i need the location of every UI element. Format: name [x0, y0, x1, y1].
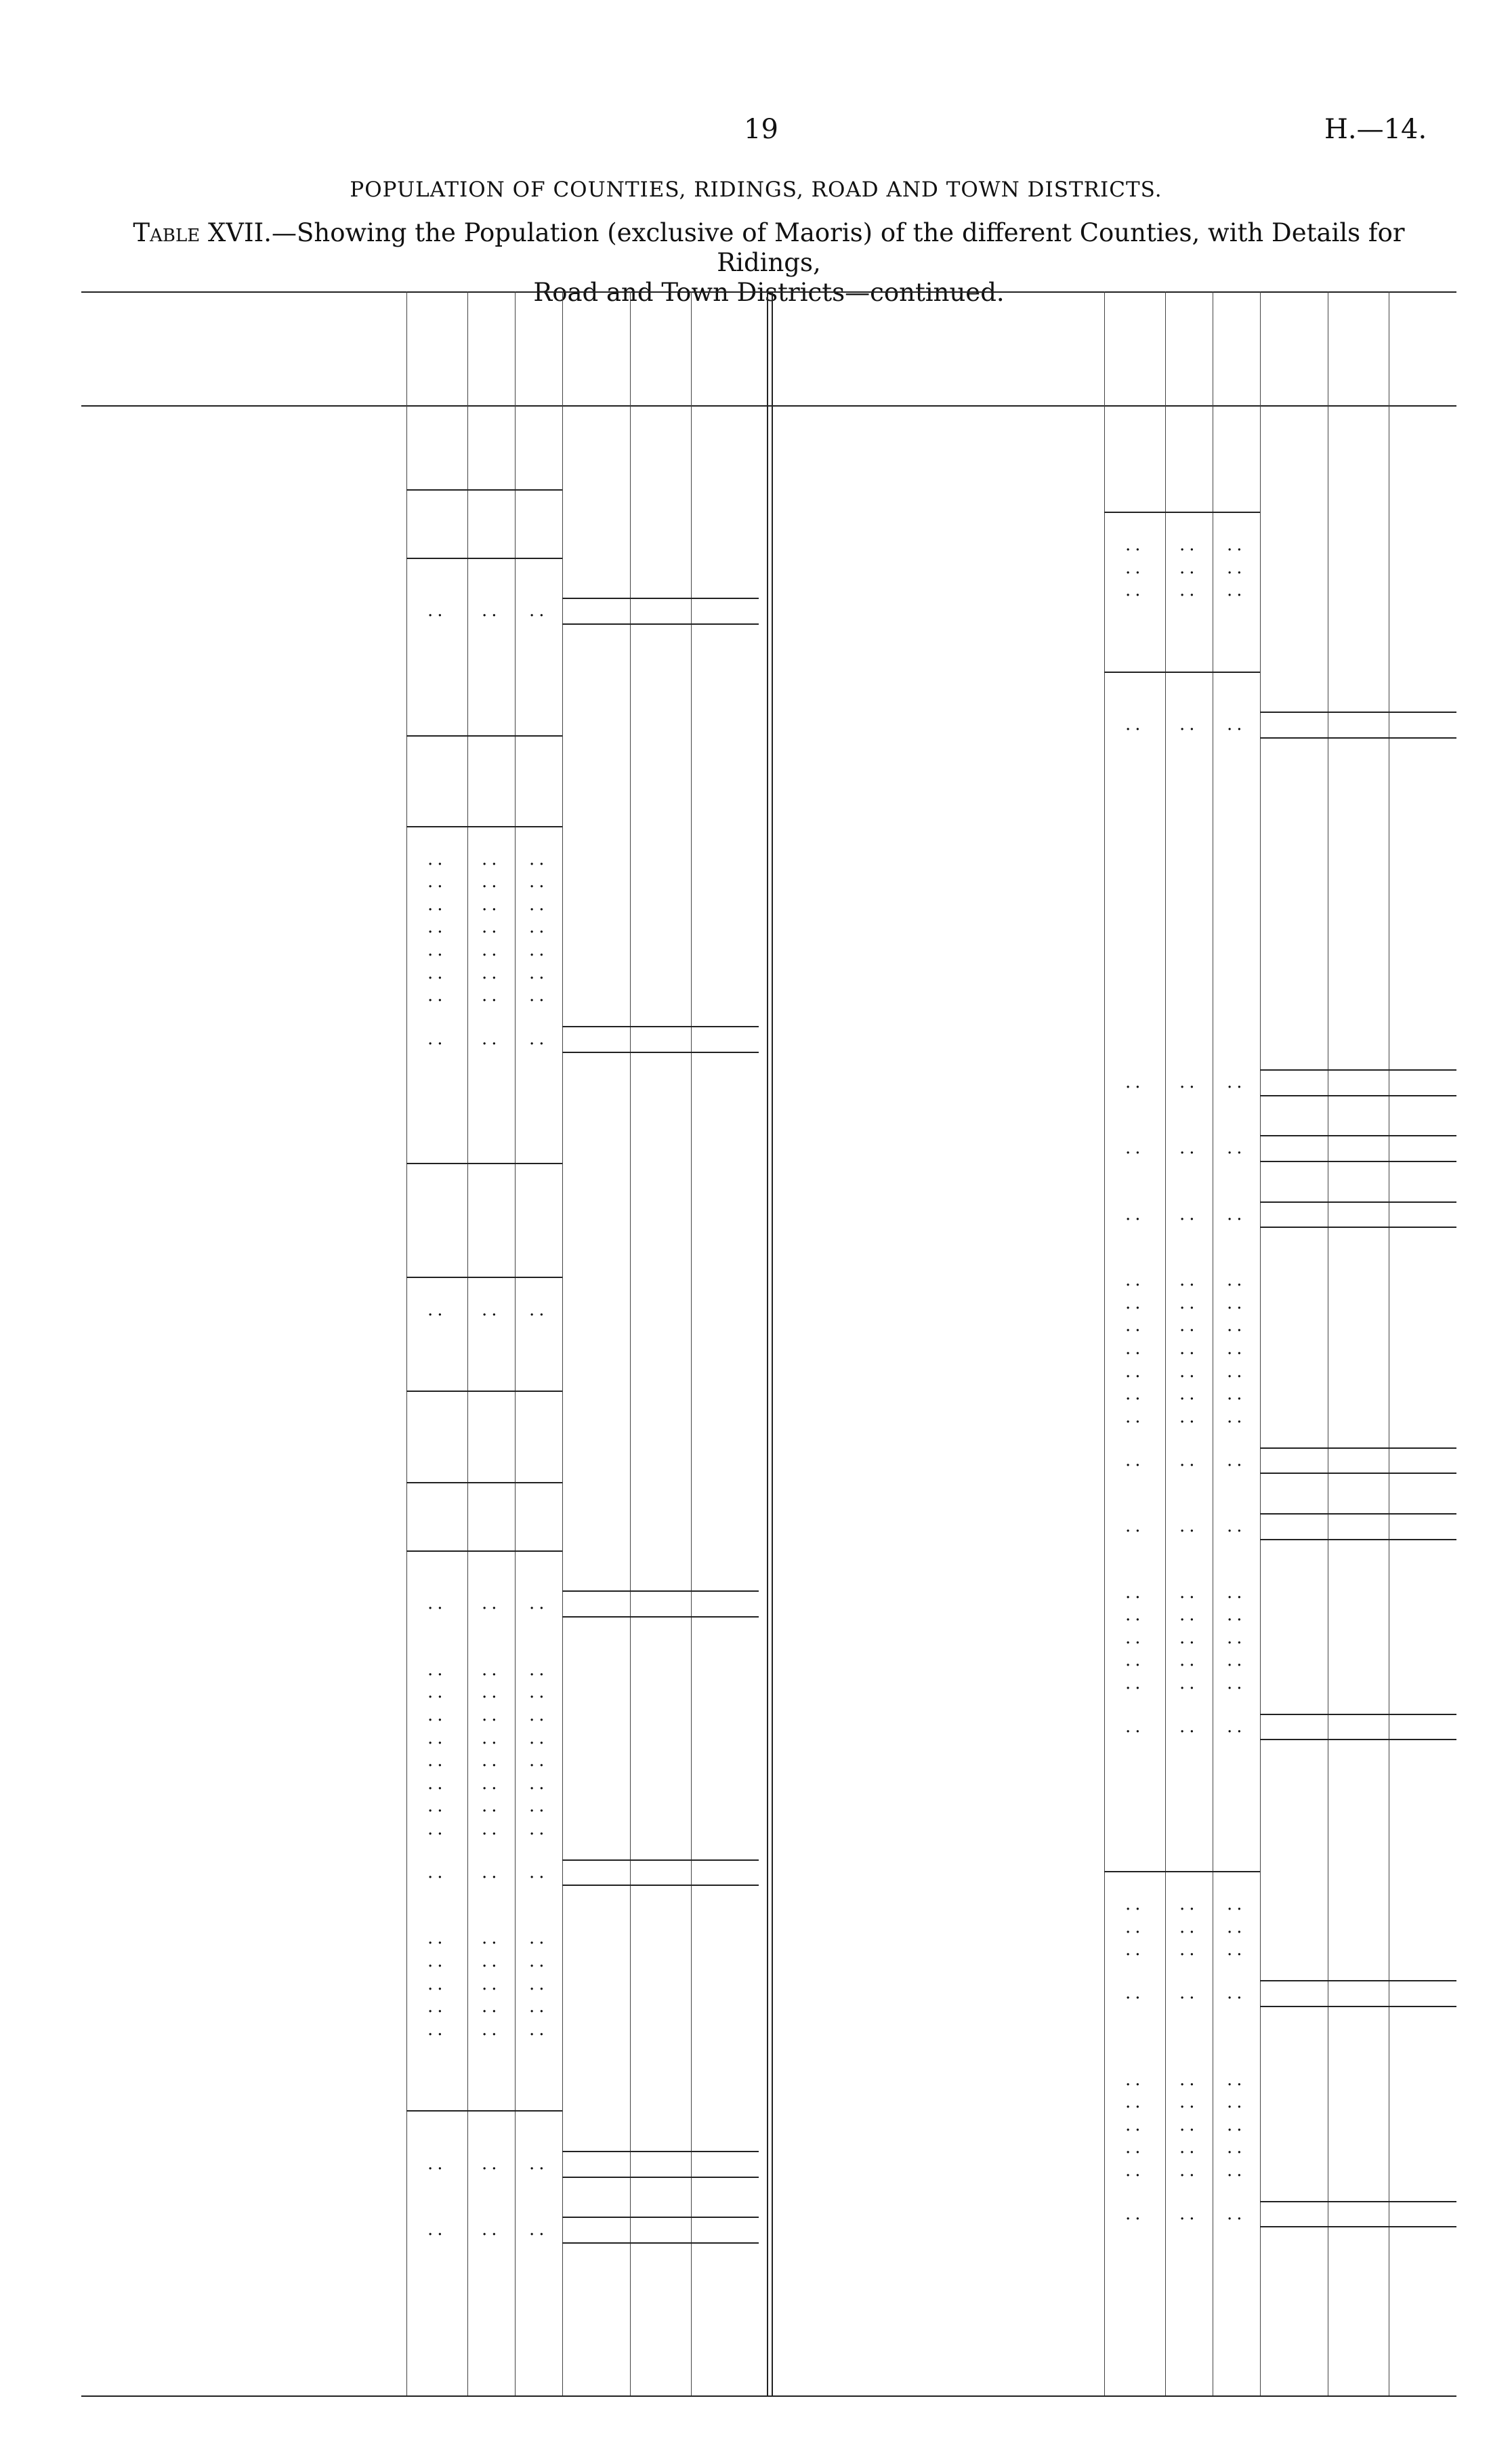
right-total-rule-bottom	[1260, 1739, 1456, 1740]
right-empty-cell-dots: ..	[1227, 1203, 1246, 1224]
left-empty-cell-dots: ..	[529, 962, 549, 983]
right-empty-cell-dots: ..	[1227, 1138, 1246, 1159]
left-total-rule-top	[562, 1859, 759, 1861]
right-total-rule-bottom	[1260, 1161, 1456, 1162]
right-total-rule-top	[1260, 2201, 1456, 2202]
right-empty-cell-dots: ..	[1179, 2069, 1199, 2090]
right-county-heading	[820, 419, 1131, 443]
right-empty-cell-dots: ..	[1125, 1406, 1145, 1427]
left-empty-cell-dots: ..	[427, 917, 447, 938]
right-total-rule-top	[1260, 1447, 1456, 1449]
left-empty-cell-dots: ..	[427, 985, 447, 1006]
right-empty-cell-dots: ..	[1227, 1270, 1246, 1291]
left-empty-cell-dots: ..	[482, 1299, 501, 1320]
left-total-rule-bottom	[562, 1052, 759, 1053]
left-empty-cell-dots: ..	[482, 2219, 501, 2240]
left-county-heading	[81, 1071, 393, 1094]
right-total-rule-bottom	[1260, 2226, 1456, 2227]
right-empty-cell-dots: ..	[1125, 2203, 1145, 2224]
left-subtotal-rule	[406, 1277, 562, 1278]
right-empty-cell-dots: ..	[1227, 1916, 1246, 1937]
right-empty-cell-dots: ..	[1179, 535, 1199, 555]
left-empty-cell-dots: ..	[482, 1705, 501, 1726]
left-total-rule-bottom	[562, 2242, 759, 2244]
right-empty-cell-dots: ..	[1179, 1361, 1199, 1382]
left-empty-cell-dots: ..	[482, 1593, 501, 1614]
left-total-rule-top	[562, 1590, 759, 1592]
left-empty-cell-dots: ..	[482, 1682, 501, 1703]
left-empty-cell-dots: ..	[529, 1705, 549, 1726]
left-column-rule	[691, 291, 692, 2395]
right-total-rule-top	[1260, 1201, 1456, 1203]
right-empty-cell-dots: ..	[1227, 1893, 1246, 1914]
left-total-rule-top	[562, 598, 759, 599]
left-subtotal-rule	[406, 1550, 562, 1552]
right-empty-cell-dots: ..	[1179, 1516, 1199, 1537]
left-empty-cell-dots: ..	[529, 848, 549, 869]
right-empty-cell-dots: ..	[1179, 1406, 1199, 1427]
left-county-heading	[81, 642, 393, 665]
right-empty-cell-dots: ..	[1125, 1270, 1145, 1291]
right-subtotal-rule	[1104, 672, 1260, 673]
right-empty-cell-dots: ..	[1227, 1605, 1246, 1626]
right-total-rule-top	[1260, 1513, 1456, 1515]
right-empty-cell-dots: ..	[1125, 1582, 1145, 1603]
left-empty-cell-dots: ..	[482, 1727, 501, 1748]
left-empty-cell-dots: ..	[427, 1973, 447, 1994]
right-empty-cell-dots: ..	[1125, 1315, 1145, 1336]
right-empty-cell-dots: ..	[1125, 2137, 1145, 2158]
right-total-rule-top	[1260, 712, 1456, 713]
right-column-rule	[1260, 291, 1261, 2395]
right-empty-cell-dots: ..	[1179, 1384, 1199, 1405]
right-empty-cell-dots: ..	[1227, 1338, 1246, 1359]
left-empty-cell-dots: ..	[529, 1029, 549, 1050]
left-county-heading	[81, 419, 393, 443]
right-empty-cell-dots: ..	[1179, 1338, 1199, 1359]
left-empty-cell-dots: ..	[482, 600, 501, 621]
right-empty-cell-dots: ..	[1179, 2160, 1199, 2181]
right-empty-cell-dots: ..	[1179, 1982, 1199, 2003]
document-reference: H.—14.	[1324, 114, 1427, 145]
right-empty-cell-dots: ..	[1179, 2203, 1199, 2224]
left-empty-cell-dots: ..	[482, 1029, 501, 1050]
right-empty-cell-dots: ..	[1125, 557, 1145, 578]
left-empty-cell-dots: ..	[482, 1819, 501, 1840]
left-empty-cell-dots: ..	[427, 1861, 447, 1882]
left-empty-cell-dots: ..	[529, 1773, 549, 1794]
left-empty-cell-dots: ..	[482, 1750, 501, 1771]
caption-line-1: —Showing the Population (exclusive of Maoris) of the different Counties, with Details for Ridings,	[272, 218, 1405, 277]
left-subtotal-rule	[406, 2110, 562, 2112]
right-empty-cell-dots: ..	[1179, 1449, 1199, 1470]
left-empty-cell-dots: ..	[427, 1928, 447, 1949]
left-empty-cell-dots: ..	[427, 1029, 447, 1050]
right-empty-cell-dots: ..	[1179, 1315, 1199, 1336]
right-empty-cell-dots: ..	[1125, 1449, 1145, 1470]
right-empty-cell-dots: ..	[1227, 2069, 1246, 2090]
left-empty-cell-dots: ..	[427, 1819, 447, 1840]
left-total-rule-top	[562, 1026, 759, 1027]
left-empty-cell-dots: ..	[427, 2019, 447, 2040]
right-total-rule-bottom	[1260, 1539, 1456, 1540]
right-empty-cell-dots: ..	[1125, 1893, 1145, 1914]
left-empty-cell-dots: ..	[427, 871, 447, 892]
right-empty-cell-dots: ..	[1125, 1516, 1145, 1537]
right-empty-cell-dots: ..	[1227, 714, 1246, 735]
right-county-heading	[820, 1246, 1131, 1269]
left-empty-cell-dots: ..	[427, 2153, 447, 2174]
right-empty-cell-dots: ..	[1125, 1605, 1145, 1626]
left-empty-cell-dots: ..	[529, 1659, 549, 1680]
left-column-rule	[515, 291, 516, 2395]
right-total-rule-top	[1260, 1135, 1456, 1136]
right-empty-cell-dots: ..	[1227, 580, 1246, 601]
right-total-rule-top	[1260, 1069, 1456, 1071]
population-table	[81, 291, 1456, 2392]
right-empty-cell-dots: ..	[1227, 2092, 1246, 2113]
left-empty-cell-dots: ..	[529, 871, 549, 892]
right-county-heading	[820, 2045, 1131, 2068]
left-empty-cell-dots: ..	[529, 1928, 549, 1949]
right-subtotal-rule	[1104, 512, 1260, 513]
left-empty-cell-dots: ..	[427, 1996, 447, 2017]
left-empty-cell-dots: ..	[482, 962, 501, 983]
left-empty-cell-dots: ..	[529, 1996, 549, 2017]
right-empty-cell-dots: ..	[1227, 1384, 1246, 1405]
left-empty-cell-dots: ..	[529, 1861, 549, 1882]
right-total-rule-bottom	[1260, 1227, 1456, 1228]
right-empty-cell-dots: ..	[1125, 1384, 1145, 1405]
right-empty-cell-dots: ..	[1179, 714, 1199, 735]
left-total-rule-bottom	[562, 623, 759, 625]
left-total-rule-bottom	[562, 1616, 759, 1618]
right-empty-cell-dots: ..	[1227, 2114, 1246, 2135]
right-empty-cell-dots: ..	[1125, 1916, 1145, 1937]
left-total-rule-top	[562, 2217, 759, 2218]
right-empty-cell-dots: ..	[1227, 1361, 1246, 1382]
left-empty-cell-dots: ..	[427, 1773, 447, 1794]
right-column-rule	[1165, 291, 1166, 2395]
left-empty-cell-dots: ..	[482, 1659, 501, 1680]
left-empty-cell-dots: ..	[529, 1973, 549, 1994]
right-empty-cell-dots: ..	[1227, 1071, 1246, 1092]
left-empty-cell-dots: ..	[529, 1593, 549, 1614]
left-empty-cell-dots: ..	[529, 2219, 549, 2240]
right-county-heading	[820, 1558, 1131, 1581]
caption-line-2: Road and Town Districts—continued.	[533, 278, 1005, 307]
left-empty-cell-dots: ..	[427, 2219, 447, 2240]
left-empty-cell-dots: ..	[482, 871, 501, 892]
right-empty-cell-dots: ..	[1227, 1582, 1246, 1603]
left-total-rule-top	[562, 2151, 759, 2152]
right-empty-cell-dots: ..	[1125, 1203, 1145, 1224]
right-empty-cell-dots: ..	[1179, 1203, 1199, 1224]
left-total-rule-bottom	[562, 2177, 759, 2178]
left-empty-cell-dots: ..	[427, 1705, 447, 1726]
left-column-rule	[562, 291, 563, 2395]
right-empty-cell-dots: ..	[1227, 1627, 1246, 1648]
table-center-divider-2	[772, 291, 773, 2395]
right-county-heading	[820, 756, 1131, 779]
left-empty-cell-dots: ..	[427, 600, 447, 621]
left-empty-cell-dots: ..	[529, 1796, 549, 1817]
right-empty-cell-dots: ..	[1227, 2160, 1246, 2181]
right-empty-cell-dots: ..	[1179, 1270, 1199, 1291]
right-empty-cell-dots: ..	[1179, 1939, 1199, 1960]
right-empty-cell-dots: ..	[1227, 1406, 1246, 1427]
page-number: 19	[744, 114, 778, 145]
right-empty-cell-dots: ..	[1125, 1071, 1145, 1092]
left-empty-cell-dots: ..	[427, 1950, 447, 1971]
left-empty-cell-dots: ..	[529, 1750, 549, 1771]
right-empty-cell-dots: ..	[1125, 1650, 1145, 1671]
right-empty-cell-dots: ..	[1227, 535, 1246, 555]
right-county-heading	[820, 1180, 1131, 1203]
left-column-rule	[406, 291, 407, 2395]
right-empty-cell-dots: ..	[1227, 2137, 1246, 2158]
left-empty-cell-dots: ..	[427, 1750, 447, 1771]
right-empty-cell-dots: ..	[1179, 1627, 1199, 1648]
left-total-rule-bottom	[562, 1885, 759, 1886]
right-county-heading	[820, 1492, 1131, 1515]
left-empty-cell-dots: ..	[427, 1682, 447, 1703]
right-empty-cell-dots: ..	[1227, 1315, 1246, 1336]
right-empty-cell-dots: ..	[1227, 1673, 1246, 1693]
right-empty-cell-dots: ..	[1179, 580, 1199, 601]
table-center-divider	[767, 291, 768, 2395]
left-empty-cell-dots: ..	[529, 894, 549, 915]
left-empty-cell-dots: ..	[529, 1950, 549, 1971]
right-empty-cell-dots: ..	[1125, 1138, 1145, 1159]
left-empty-cell-dots: ..	[482, 985, 501, 1006]
right-empty-cell-dots: ..	[1125, 1338, 1145, 1359]
right-empty-cell-dots: ..	[1179, 1650, 1199, 1671]
right-total-rule-top	[1260, 1980, 1456, 1981]
left-subtotal-rule	[406, 735, 562, 737]
right-empty-cell-dots: ..	[1179, 2092, 1199, 2113]
left-empty-cell-dots: ..	[529, 2019, 549, 2040]
left-county-heading	[81, 1635, 393, 1658]
left-subtotal-rule	[406, 1482, 562, 1483]
left-empty-cell-dots: ..	[482, 1950, 501, 1971]
left-empty-cell-dots: ..	[482, 848, 501, 869]
left-empty-cell-dots: ..	[482, 940, 501, 961]
left-empty-cell-dots: ..	[529, 600, 549, 621]
right-empty-cell-dots: ..	[1125, 1292, 1145, 1313]
left-empty-cell-dots: ..	[529, 1299, 549, 1320]
left-column-rule	[630, 291, 631, 2395]
right-empty-cell-dots: ..	[1179, 1893, 1199, 1914]
left-subtotal-rule	[406, 826, 562, 827]
left-subtotal-rule	[406, 558, 562, 559]
right-total-rule-bottom	[1260, 1095, 1456, 1096]
right-empty-cell-dots: ..	[1179, 1673, 1199, 1693]
right-empty-cell-dots: ..	[1227, 557, 1246, 578]
left-empty-cell-dots: ..	[427, 1593, 447, 1614]
left-empty-cell-dots: ..	[427, 894, 447, 915]
left-county-heading	[81, 2196, 393, 2219]
page-title: POPULATION OF COUNTIES, RIDINGS, ROAD AND TOWN DISTRICTS.	[350, 178, 1162, 202]
left-empty-cell-dots: ..	[529, 1682, 549, 1703]
left-empty-cell-dots: ..	[482, 1861, 501, 1882]
right-total-rule-bottom	[1260, 1473, 1456, 1474]
table-top-rule	[81, 291, 1456, 293]
left-empty-cell-dots: ..	[529, 917, 549, 938]
right-empty-cell-dots: ..	[1179, 2137, 1199, 2158]
right-empty-cell-dots: ..	[1125, 2069, 1145, 2090]
left-empty-cell-dots: ..	[427, 848, 447, 869]
right-empty-cell-dots: ..	[1227, 1449, 1246, 1470]
table-bottom-rule	[81, 2395, 1456, 2397]
left-empty-cell-dots: ..	[482, 1928, 501, 1949]
right-empty-cell-dots: ..	[1125, 535, 1145, 555]
right-empty-cell-dots: ..	[1125, 1716, 1145, 1737]
right-empty-cell-dots: ..	[1125, 2160, 1145, 2181]
right-empty-cell-dots: ..	[1227, 1516, 1246, 1537]
left-subtotal-rule	[406, 1391, 562, 1392]
left-empty-cell-dots: ..	[427, 1727, 447, 1748]
left-empty-cell-dots: ..	[482, 1796, 501, 1817]
left-empty-cell-dots: ..	[482, 1973, 501, 1994]
left-empty-cell-dots: ..	[482, 2019, 501, 2040]
right-empty-cell-dots: ..	[1179, 2114, 1199, 2135]
table-header-rule	[81, 405, 1456, 407]
right-empty-cell-dots: ..	[1125, 1982, 1145, 2003]
right-column-rule	[1104, 291, 1105, 2395]
table-number: Table XVII.	[133, 218, 272, 247]
left-empty-cell-dots: ..	[482, 917, 501, 938]
right-total-rule-bottom	[1260, 737, 1456, 739]
left-empty-cell-dots: ..	[482, 894, 501, 915]
right-empty-cell-dots: ..	[1179, 1071, 1199, 1092]
left-empty-cell-dots: ..	[482, 1996, 501, 2017]
left-empty-cell-dots: ..	[529, 985, 549, 1006]
right-empty-cell-dots: ..	[1125, 1361, 1145, 1382]
right-empty-cell-dots: ..	[1227, 1716, 1246, 1737]
right-empty-cell-dots: ..	[1179, 1582, 1199, 1603]
left-column-rule	[467, 291, 468, 2395]
right-total-rule-bottom	[1260, 2006, 1456, 2007]
right-total-rule-top	[1260, 1714, 1456, 1715]
right-empty-cell-dots: ..	[1227, 1982, 1246, 2003]
right-empty-cell-dots: ..	[1125, 2092, 1145, 2113]
right-empty-cell-dots: ..	[1179, 1605, 1199, 1626]
right-subtotal-rule	[1104, 1871, 1260, 1872]
left-empty-cell-dots: ..	[427, 1299, 447, 1320]
left-empty-cell-dots: ..	[529, 2153, 549, 2174]
right-empty-cell-dots: ..	[1125, 1673, 1145, 1693]
left-empty-cell-dots: ..	[482, 2153, 501, 2174]
left-empty-cell-dots: ..	[482, 1773, 501, 1794]
left-empty-cell-dots: ..	[427, 940, 447, 961]
right-empty-cell-dots: ..	[1125, 580, 1145, 601]
right-empty-cell-dots: ..	[1227, 2203, 1246, 2224]
right-empty-cell-dots: ..	[1179, 1716, 1199, 1737]
left-empty-cell-dots: ..	[529, 1727, 549, 1748]
left-subtotal-rule	[406, 489, 562, 491]
right-county-heading	[820, 1114, 1131, 1137]
left-empty-cell-dots: ..	[427, 1659, 447, 1680]
right-county-heading	[820, 1779, 1131, 1802]
left-empty-cell-dots: ..	[427, 962, 447, 983]
left-empty-cell-dots: ..	[529, 940, 549, 961]
right-empty-cell-dots: ..	[1125, 2114, 1145, 2135]
right-empty-cell-dots: ..	[1125, 714, 1145, 735]
right-empty-cell-dots: ..	[1179, 1916, 1199, 1937]
right-empty-cell-dots: ..	[1179, 557, 1199, 578]
right-empty-cell-dots: ..	[1179, 1138, 1199, 1159]
right-empty-cell-dots: ..	[1227, 1650, 1246, 1671]
left-county-heading	[81, 1904, 393, 1927]
right-empty-cell-dots: ..	[1227, 1292, 1246, 1313]
right-empty-cell-dots: ..	[1125, 1627, 1145, 1648]
left-empty-cell-dots: ..	[529, 1819, 549, 1840]
left-empty-cell-dots: ..	[427, 1796, 447, 1817]
right-empty-cell-dots: ..	[1125, 1939, 1145, 1960]
left-subtotal-rule	[406, 1163, 562, 1164]
right-empty-cell-dots: ..	[1227, 1939, 1246, 1960]
right-empty-cell-dots: ..	[1179, 1292, 1199, 1313]
